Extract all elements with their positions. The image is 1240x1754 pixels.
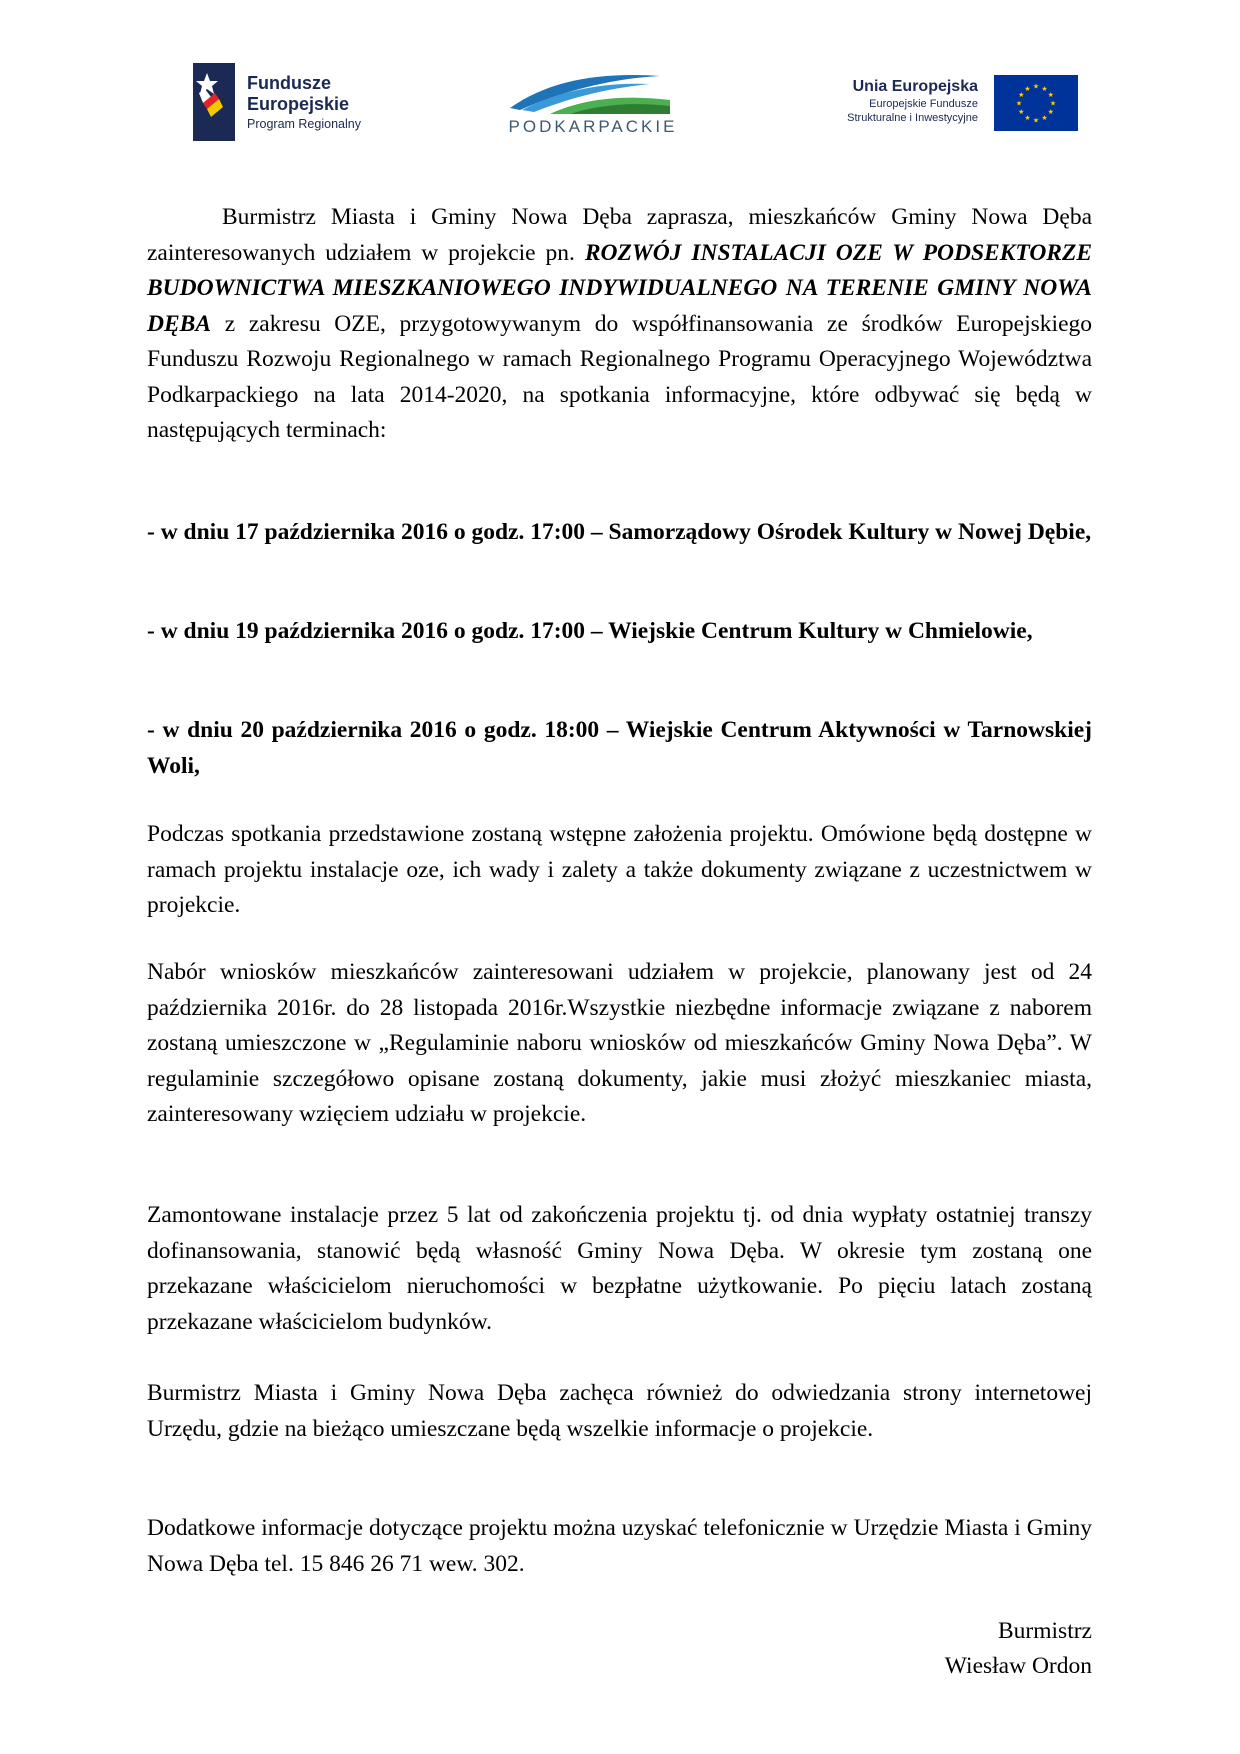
paragraph-text: Zamontowane instalacje przez 5 lat od zakończenia projektu tj. od dnia wypłaty ostatniej transzy dofinansowania, stanowić będą własność Gminy Nowa Dęba. W okresie tym zostaną one przekazane właścicielom nieruchomości w bezpłatne użytkowanie. Po pięciu latach zostaną przekazane właścicielom budynków. — [147, 1202, 1092, 1335]
meeting-item — [147, 713, 1092, 784]
paragraph-text: Nabór wniosków mieszkańców zainteresowani udziałem w projekcie, planowany jest od 24 października 2016r. do 28 listopada 2016r.Wszystkie niezbędne informacje związane z naborem zostaną umieszczone w „Regulaminie naboru wniosków od mieszkańców Gminy Nowa Dęba”. W regulaminie szczegółowo opisane zostaną dokumenty, jakie musi złożyć mieszkaniec miasta, zainteresowany wzięciem udziału w projekcie. — [147, 959, 1092, 1127]
fe-flag-icon — [193, 63, 235, 141]
paragraph-meeting-info — [147, 817, 1092, 924]
fe-logo-line3: Program Regionalny — [247, 117, 361, 131]
fe-logo-line1: Fundusze — [247, 73, 331, 93]
eu-star-icon: ★ — [1047, 108, 1054, 116]
paragraph-text: Podczas spotkania przedstawione zostaną wstępne założenia projektu. Omówione będą dostępne w ramach projektu instalacje oze, ich wady i zalety a także dokumenty związane z uczestnictwem w projekcie. — [147, 821, 1092, 918]
eu-star-icon: ★ — [1047, 91, 1054, 99]
meeting-item — [147, 614, 1092, 650]
paragraph-text: Burmistrz Miasta i Gminy Nowa Dęba zachęca również do odwiedzania strony internetowej Urzędu, gdzie na bieżąco umieszczane będą wszelkie informacje o projekcie. — [147, 1380, 1092, 1442]
eu-star-icon: ★ — [1024, 84, 1031, 93]
meeting-3-text: - w dniu 20 października 2016 o godz. 18:00 – Wiejskie Centrum Aktywności w Tarnowskiej Woli, — [147, 717, 1092, 779]
meeting-2-text: - w dniu 19 października 2016 o godz. 17:00 – Wiejskie Centrum Kultury w Chmielowie, — [147, 618, 1033, 644]
podkarpackie-logo-text: PODKARPACKIE — [508, 117, 678, 136]
paragraph-ownership — [147, 1198, 1092, 1340]
intro-paragraph — [147, 200, 1092, 449]
fundusze-europejskie-logo — [193, 63, 403, 141]
paragraph-text: Dodatkowe informacje dotyczące projektu można uzyskać telefonicznie w Urzędzie Miasta i Gminy Nowa Dęba tel. 15 846 26 71 wew. 302. — [147, 1515, 1092, 1577]
eu-star-icon: ★ — [1032, 116, 1040, 125]
podkarpackie-hills-icon — [510, 70, 670, 114]
podkarpackie-logo — [498, 70, 688, 140]
ue-logo-line1: Unia Europejska — [852, 78, 978, 95]
eu-flag-icon — [994, 75, 1078, 131]
intro-text-end: z zakresu OZE, przygotowywanym do współfinansowania ze środków Europejskiego Funduszu Rozwoju Regionalnego w ramach Regionalnego Programu Operacyjnego Województwa Podkarpackiego na lata 2014-2020, na spotkania informacyjne, które odbywać się będą w następujących terminach: — [147, 310, 1092, 443]
signature-name: Wiesław Ordon — [944, 1653, 1092, 1679]
eu-star-icon: ★ — [1015, 99, 1023, 108]
eu-star-icon: ★ — [1024, 114, 1031, 123]
eu-star-icon: ★ — [1018, 108, 1025, 116]
project-name: ROZWÓJ INSTALACJI OZE W PODSEKTORZE BUDOWNICTWA MIESZKANIOWEGO INDYWIDUALNEGO NA TERENIE GMINY NOWA DĘBA — [147, 239, 1093, 337]
paragraph-contact — [147, 1511, 1092, 1582]
paragraph-recruitment — [147, 955, 1092, 1133]
eu-star-icon: ★ — [1041, 114, 1048, 123]
eu-star-icon: ★ — [1041, 84, 1048, 93]
fe-logo-line2: Europejskie — [247, 94, 350, 114]
ue-logo-line2: Europejskie Fundusze — [869, 98, 978, 110]
eu-star-icon: ★ — [1018, 91, 1025, 99]
signature-block — [945, 1614, 1092, 1684]
intro-text-start: Burmistrz Miasta i Gminy Nowa Dęba zaprasza, mieszkańców Gminy Nowa Dęba zainteresowanych udziałem w projekcie pn. — [147, 204, 1092, 266]
eu-star-icon: ★ — [1032, 82, 1040, 91]
paragraph-website — [147, 1376, 1092, 1447]
signature-title: Burmistrz — [998, 1618, 1092, 1644]
ue-logo-line3: Strukturalne i Inwestycyjne — [847, 112, 978, 124]
meeting-1-text: - w dniu 17 października 2016 o godz. 17:00 – Samorządowy Ośrodek Kultury w Nowej Dębie, — [147, 519, 1092, 545]
meeting-item — [147, 515, 1092, 551]
eu-star-icon: ★ — [1049, 99, 1057, 108]
unia-europejska-logo — [812, 75, 1078, 133]
